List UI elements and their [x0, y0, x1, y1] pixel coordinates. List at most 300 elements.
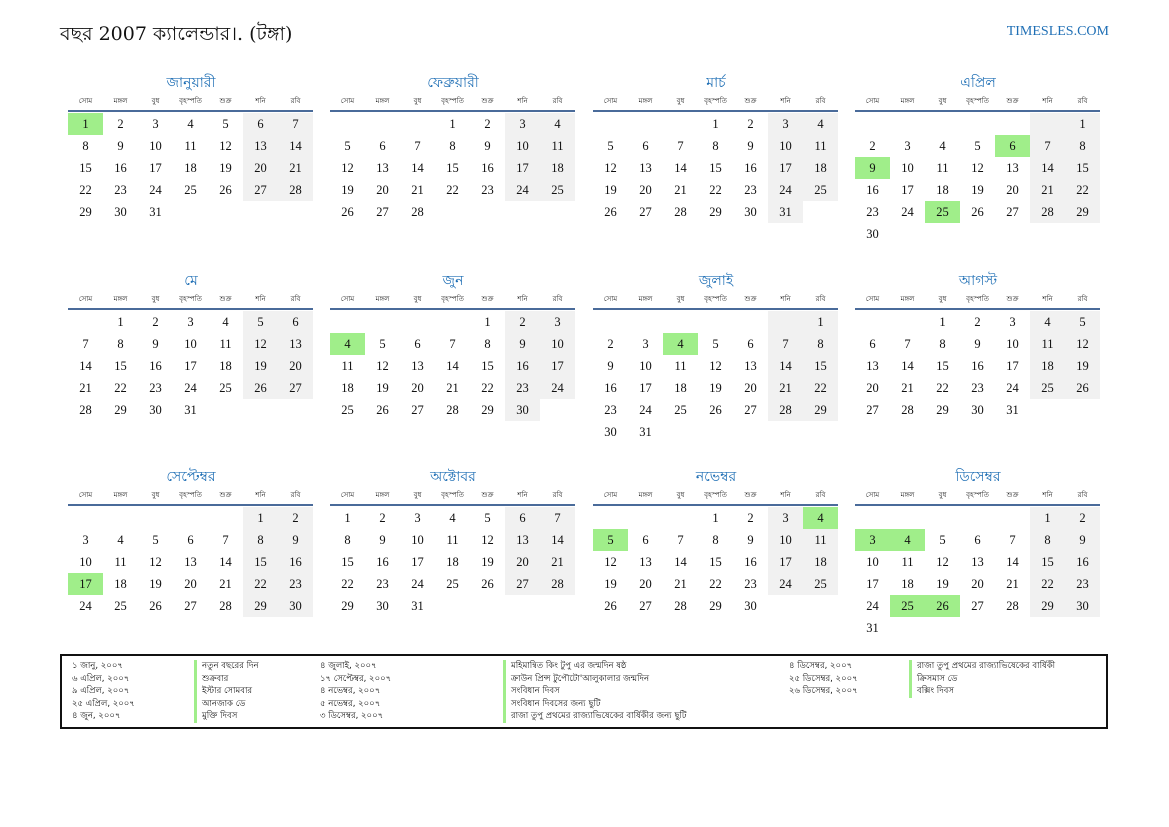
day-cell[interactable]: 12 [341, 161, 354, 175]
day-cell[interactable]: 12 [481, 533, 494, 547]
day-cell[interactable]: 19 [481, 555, 494, 569]
day-cell[interactable]: 16 [481, 161, 494, 175]
day-cell[interactable]: 27 [866, 403, 879, 417]
day-cell[interactable]: 31 [1006, 403, 1019, 417]
day-cell[interactable]: 1 [449, 117, 456, 131]
day-cell[interactable]: 19 [1065, 355, 1100, 377]
holiday-day-cell[interactable]: 4 [890, 529, 925, 551]
day-cell[interactable]: 30 [971, 403, 984, 417]
day-cell[interactable]: 22 [446, 183, 459, 197]
day-cell[interactable]: 27 [639, 599, 652, 613]
day-cell[interactable]: 27 [971, 599, 984, 613]
day-cell[interactable]: 20 [184, 577, 197, 591]
day-cell[interactable]: 24 [639, 403, 652, 417]
day-cell[interactable]: 1 [712, 117, 719, 131]
day-cell[interactable]: 19 [376, 381, 389, 395]
holiday-day-cell[interactable]: 5 [593, 529, 628, 551]
day-cell[interactable]: 18 [901, 577, 914, 591]
day-cell[interactable]: 29 [114, 403, 127, 417]
day-cell[interactable]: 7 [82, 337, 89, 351]
day-cell[interactable]: 18 [114, 577, 127, 591]
day-cell[interactable]: 21 [446, 381, 459, 395]
day-cell[interactable]: 7 [677, 533, 684, 547]
day-cell[interactable]: 30 [114, 205, 127, 219]
day-cell[interactable]: 8 [449, 139, 456, 153]
day-cell[interactable]: 31 [866, 621, 879, 635]
day-cell[interactable]: 5 [1065, 311, 1100, 333]
day-cell[interactable]: 11 [1030, 333, 1065, 355]
day-cell[interactable]: 8 [484, 337, 491, 351]
day-cell[interactable]: 3 [540, 311, 575, 333]
day-cell[interactable]: 15 [709, 555, 722, 569]
day-cell[interactable]: 28 [540, 573, 575, 595]
day-cell[interactable]: 13 [376, 161, 389, 175]
day-cell[interactable]: 9 [278, 529, 313, 551]
day-cell[interactable]: 20 [278, 355, 313, 377]
day-cell[interactable]: 26 [376, 403, 389, 417]
day-cell[interactable]: 15 [936, 359, 949, 373]
day-cell[interactable]: 5 [974, 139, 981, 153]
day-cell[interactable]: 30 [1065, 595, 1100, 617]
day-cell[interactable]: 21 [540, 551, 575, 573]
day-cell[interactable]: 19 [604, 577, 617, 591]
day-cell[interactable]: 25 [803, 179, 838, 201]
day-cell[interactable]: 14 [768, 355, 803, 377]
day-cell[interactable]: 18 [936, 183, 949, 197]
day-cell[interactable]: 24 [866, 599, 879, 613]
day-cell[interactable]: 13 [639, 555, 652, 569]
day-cell[interactable]: 2 [607, 337, 614, 351]
day-cell[interactable]: 8 [803, 333, 838, 355]
day-cell[interactable]: 23 [114, 183, 127, 197]
day-cell[interactable]: 5 [344, 139, 351, 153]
day-cell[interactable]: 22 [709, 183, 722, 197]
day-cell[interactable]: 2 [869, 139, 876, 153]
day-cell[interactable]: 26 [971, 205, 984, 219]
day-cell[interactable]: 21 [1006, 577, 1019, 591]
day-cell[interactable]: 8 [712, 139, 719, 153]
day-cell[interactable]: 5 [939, 533, 946, 547]
day-cell[interactable]: 14 [540, 529, 575, 551]
day-cell[interactable]: 4 [187, 117, 194, 131]
day-cell[interactable]: 24 [768, 573, 803, 595]
day-cell[interactable]: 21 [674, 183, 687, 197]
day-cell[interactable]: 6 [505, 507, 540, 529]
day-cell[interactable]: 23 [971, 381, 984, 395]
day-cell[interactable]: 13 [243, 135, 278, 157]
day-cell[interactable]: 24 [1006, 381, 1019, 395]
day-cell[interactable]: 28 [674, 599, 687, 613]
day-cell[interactable]: 30 [149, 403, 162, 417]
day-cell[interactable]: 16 [149, 359, 162, 373]
day-cell[interactable]: 16 [505, 355, 540, 377]
day-cell[interactable]: 5 [712, 337, 719, 351]
day-cell[interactable]: 31 [411, 599, 424, 613]
day-cell[interactable]: 13 [866, 359, 879, 373]
day-cell[interactable]: 28 [1006, 599, 1019, 613]
day-cell[interactable]: 22 [79, 183, 92, 197]
holiday-day-cell[interactable]: 4 [803, 507, 838, 529]
day-cell[interactable]: 26 [1065, 377, 1100, 399]
day-cell[interactable]: 26 [341, 205, 354, 219]
day-cell[interactable]: 21 [674, 577, 687, 591]
day-cell[interactable]: 2 [278, 507, 313, 529]
day-cell[interactable]: 14 [1006, 555, 1019, 569]
day-cell[interactable]: 23 [1065, 573, 1100, 595]
day-cell[interactable]: 18 [219, 359, 232, 373]
day-cell[interactable]: 10 [149, 139, 162, 153]
day-cell[interactable]: 3 [768, 113, 803, 135]
day-cell[interactable]: 7 [540, 507, 575, 529]
day-cell[interactable]: 10 [639, 359, 652, 373]
day-cell[interactable]: 26 [604, 205, 617, 219]
day-cell[interactable]: 9 [379, 533, 386, 547]
day-cell[interactable]: 15 [1065, 157, 1100, 179]
day-cell[interactable]: 10 [768, 135, 803, 157]
day-cell[interactable]: 18 [184, 161, 197, 175]
day-cell[interactable]: 23 [866, 205, 879, 219]
day-cell[interactable]: 30 [604, 425, 617, 439]
day-cell[interactable]: 23 [744, 183, 757, 197]
day-cell[interactable]: 9 [1065, 529, 1100, 551]
day-cell[interactable]: 28 [278, 179, 313, 201]
day-cell[interactable]: 9 [505, 333, 540, 355]
day-cell[interactable]: 3 [414, 511, 421, 525]
day-cell[interactable]: 17 [901, 183, 914, 197]
day-cell[interactable]: 10 [768, 529, 803, 551]
day-cell[interactable]: 11 [901, 555, 914, 569]
day-cell[interactable]: 11 [936, 161, 949, 175]
day-cell[interactable]: 15 [709, 161, 722, 175]
day-cell[interactable]: 23 [376, 577, 389, 591]
day-cell[interactable]: 24 [184, 381, 197, 395]
day-cell[interactable]: 13 [505, 529, 540, 551]
day-cell[interactable]: 14 [219, 555, 232, 569]
day-cell[interactable]: 7 [222, 533, 229, 547]
day-cell[interactable]: 22 [1030, 573, 1065, 595]
day-cell[interactable]: 12 [1065, 333, 1100, 355]
day-cell[interactable]: 27 [243, 179, 278, 201]
holiday-day-cell[interactable]: 17 [68, 573, 103, 595]
day-cell[interactable]: 29 [481, 403, 494, 417]
day-cell[interactable]: 28 [768, 399, 803, 421]
day-cell[interactable]: 9 [974, 337, 981, 351]
day-cell[interactable]: 12 [936, 555, 949, 569]
day-cell[interactable]: 11 [184, 139, 197, 153]
day-cell[interactable]: 13 [278, 333, 313, 355]
day-cell[interactable]: 14 [278, 135, 313, 157]
day-cell[interactable]: 28 [1030, 201, 1065, 223]
day-cell[interactable]: 27 [639, 205, 652, 219]
day-cell[interactable]: 3 [152, 117, 159, 131]
day-cell[interactable]: 8 [1065, 135, 1100, 157]
day-cell[interactable]: 23 [744, 577, 757, 591]
day-cell[interactable]: 22 [341, 577, 354, 591]
day-cell[interactable]: 21 [1030, 179, 1065, 201]
day-cell[interactable]: 6 [869, 337, 876, 351]
day-cell[interactable]: 28 [219, 599, 232, 613]
day-cell[interactable]: 17 [505, 157, 540, 179]
day-cell[interactable]: 19 [936, 577, 949, 591]
day-cell[interactable]: 18 [446, 555, 459, 569]
day-cell[interactable]: 31 [768, 201, 803, 223]
day-cell[interactable]: 30 [866, 227, 879, 241]
day-cell[interactable]: 11 [114, 555, 127, 569]
day-cell[interactable]: 16 [866, 183, 879, 197]
day-cell[interactable]: 1 [939, 315, 946, 329]
day-cell[interactable]: 20 [411, 381, 424, 395]
day-cell[interactable]: 29 [709, 599, 722, 613]
day-cell[interactable]: 30 [278, 595, 313, 617]
day-cell[interactable]: 31 [639, 425, 652, 439]
day-cell[interactable]: 19 [604, 183, 617, 197]
day-cell[interactable]: 16 [376, 555, 389, 569]
day-cell[interactable]: 2 [484, 117, 491, 131]
day-cell[interactable]: 2 [379, 511, 386, 525]
day-cell[interactable]: 6 [414, 337, 421, 351]
day-cell[interactable]: 10 [1006, 337, 1019, 351]
day-cell[interactable]: 18 [803, 551, 838, 573]
day-cell[interactable]: 19 [243, 355, 278, 377]
day-cell[interactable]: 7 [677, 139, 684, 153]
day-cell[interactable]: 8 [1030, 529, 1065, 551]
day-cell[interactable]: 30 [505, 399, 540, 421]
day-cell[interactable]: 22 [1065, 179, 1100, 201]
day-cell[interactable]: 26 [709, 403, 722, 417]
holiday-day-cell[interactable]: 4 [663, 333, 698, 355]
day-cell[interactable]: 21 [768, 377, 803, 399]
day-cell[interactable]: 26 [481, 577, 494, 591]
day-cell[interactable]: 6 [974, 533, 981, 547]
day-cell[interactable]: 13 [1006, 161, 1019, 175]
day-cell[interactable]: 20 [639, 577, 652, 591]
day-cell[interactable]: 20 [639, 183, 652, 197]
day-cell[interactable]: 3 [768, 507, 803, 529]
day-cell[interactable]: 1 [243, 507, 278, 529]
day-cell[interactable]: 15 [446, 161, 459, 175]
day-cell[interactable]: 4 [117, 533, 124, 547]
day-cell[interactable]: 18 [674, 381, 687, 395]
holiday-day-cell[interactable]: 9 [855, 157, 890, 179]
day-cell[interactable]: 30 [376, 599, 389, 613]
day-cell[interactable]: 13 [184, 555, 197, 569]
day-cell[interactable]: 13 [639, 161, 652, 175]
day-cell[interactable]: 4 [222, 315, 229, 329]
day-cell[interactable]: 14 [1030, 157, 1065, 179]
day-cell[interactable]: 12 [604, 555, 617, 569]
day-cell[interactable]: 2 [974, 315, 981, 329]
day-cell[interactable]: 11 [803, 529, 838, 551]
day-cell[interactable]: 19 [149, 577, 162, 591]
day-cell[interactable]: 12 [376, 359, 389, 373]
day-cell[interactable]: 19 [971, 183, 984, 197]
day-cell[interactable]: 4 [449, 511, 456, 525]
day-cell[interactable]: 5 [484, 511, 491, 525]
day-cell[interactable]: 18 [341, 381, 354, 395]
day-cell[interactable]: 10 [540, 333, 575, 355]
day-cell[interactable]: 28 [674, 205, 687, 219]
day-cell[interactable]: 20 [744, 381, 757, 395]
day-cell[interactable]: 9 [117, 139, 124, 153]
day-cell[interactable]: 28 [901, 403, 914, 417]
day-cell[interactable]: 14 [446, 359, 459, 373]
day-cell[interactable]: 27 [1006, 205, 1019, 219]
day-cell[interactable]: 7 [1030, 135, 1065, 157]
day-cell[interactable]: 20 [1006, 183, 1019, 197]
day-cell[interactable]: 9 [607, 359, 614, 373]
day-cell[interactable]: 12 [149, 555, 162, 569]
day-cell[interactable]: 11 [446, 533, 459, 547]
day-cell[interactable]: 16 [971, 359, 984, 373]
day-cell[interactable]: 6 [278, 311, 313, 333]
day-cell[interactable]: 7 [904, 337, 911, 351]
day-cell[interactable]: 29 [803, 399, 838, 421]
day-cell[interactable]: 11 [803, 135, 838, 157]
day-cell[interactable]: 11 [540, 135, 575, 157]
day-cell[interactable]: 29 [1030, 595, 1065, 617]
day-cell[interactable]: 29 [1065, 201, 1100, 223]
day-cell[interactable]: 22 [936, 381, 949, 395]
day-cell[interactable]: 21 [278, 157, 313, 179]
day-cell[interactable]: 25 [674, 403, 687, 417]
day-cell[interactable]: 24 [768, 179, 803, 201]
day-cell[interactable]: 21 [411, 183, 424, 197]
day-cell[interactable]: 2 [747, 511, 754, 525]
day-cell[interactable]: 23 [604, 403, 617, 417]
day-cell[interactable]: 27 [376, 205, 389, 219]
day-cell[interactable]: 26 [219, 183, 232, 197]
day-cell[interactable]: 10 [901, 161, 914, 175]
day-cell[interactable]: 17 [768, 157, 803, 179]
day-cell[interactable]: 17 [411, 555, 424, 569]
day-cell[interactable]: 22 [803, 377, 838, 399]
holiday-day-cell[interactable]: 6 [995, 135, 1030, 157]
day-cell[interactable]: 31 [149, 205, 162, 219]
site-name[interactable]: TIMESLES.COM [1006, 24, 1109, 39]
day-cell[interactable]: 11 [219, 337, 232, 351]
day-cell[interactable]: 4 [1030, 311, 1065, 333]
day-cell[interactable]: 20 [866, 381, 879, 395]
day-cell[interactable]: 22 [709, 577, 722, 591]
day-cell[interactable]: 27 [505, 573, 540, 595]
day-cell[interactable]: 3 [904, 139, 911, 153]
day-cell[interactable]: 8 [712, 533, 719, 547]
day-cell[interactable]: 24 [149, 183, 162, 197]
day-cell[interactable]: 17 [639, 381, 652, 395]
day-cell[interactable]: 15 [79, 161, 92, 175]
day-cell[interactable]: 5 [379, 337, 386, 351]
day-cell[interactable]: 8 [117, 337, 124, 351]
day-cell[interactable]: 17 [184, 359, 197, 373]
day-cell[interactable]: 9 [747, 533, 754, 547]
day-cell[interactable]: 27 [744, 403, 757, 417]
day-cell[interactable]: 25 [184, 183, 197, 197]
day-cell[interactable]: 2 [152, 315, 159, 329]
day-cell[interactable]: 5 [607, 139, 614, 153]
day-cell[interactable]: 7 [768, 333, 803, 355]
day-cell[interactable]: 10 [184, 337, 197, 351]
day-cell[interactable]: 10 [411, 533, 424, 547]
day-cell[interactable]: 6 [243, 113, 278, 135]
day-cell[interactable]: 24 [540, 377, 575, 399]
day-cell[interactable]: 15 [1030, 551, 1065, 573]
day-cell[interactable]: 25 [114, 599, 127, 613]
day-cell[interactable]: 9 [747, 139, 754, 153]
day-cell[interactable]: 24 [901, 205, 914, 219]
day-cell[interactable]: 8 [82, 139, 89, 153]
day-cell[interactable]: 21 [79, 381, 92, 395]
day-cell[interactable]: 4 [939, 139, 946, 153]
day-cell[interactable]: 1 [803, 311, 838, 333]
day-cell[interactable]: 15 [243, 551, 278, 573]
day-cell[interactable]: 12 [219, 139, 232, 153]
day-cell[interactable]: 1 [484, 315, 491, 329]
holiday-day-cell[interactable]: 25 [925, 201, 960, 223]
day-cell[interactable]: 15 [341, 555, 354, 569]
day-cell[interactable]: 6 [747, 337, 754, 351]
day-cell[interactable]: 15 [114, 359, 127, 373]
day-cell[interactable]: 5 [222, 117, 229, 131]
day-cell[interactable]: 18 [803, 157, 838, 179]
day-cell[interactable]: 20 [243, 157, 278, 179]
day-cell[interactable]: 3 [82, 533, 89, 547]
day-cell[interactable]: 25 [540, 179, 575, 201]
holiday-day-cell[interactable]: 1 [68, 113, 103, 135]
day-cell[interactable]: 17 [540, 355, 575, 377]
day-cell[interactable]: 29 [709, 205, 722, 219]
day-cell[interactable]: 3 [1009, 315, 1016, 329]
day-cell[interactable]: 29 [243, 595, 278, 617]
day-cell[interactable]: 6 [379, 139, 386, 153]
day-cell[interactable]: 26 [149, 599, 162, 613]
day-cell[interactable]: 29 [341, 599, 354, 613]
day-cell[interactable]: 1 [117, 315, 124, 329]
day-cell[interactable]: 4 [540, 113, 575, 135]
day-cell[interactable]: 12 [971, 161, 984, 175]
day-cell[interactable]: 7 [278, 113, 313, 135]
day-cell[interactable]: 1 [344, 511, 351, 525]
day-cell[interactable]: 28 [446, 403, 459, 417]
day-cell[interactable]: 6 [187, 533, 194, 547]
day-cell[interactable]: 13 [744, 359, 757, 373]
day-cell[interactable]: 29 [936, 403, 949, 417]
day-cell[interactable]: 17 [149, 161, 162, 175]
day-cell[interactable]: 9 [484, 139, 491, 153]
day-cell[interactable]: 7 [1009, 533, 1016, 547]
holiday-day-cell[interactable]: 26 [925, 595, 960, 617]
day-cell[interactable]: 30 [744, 205, 757, 219]
holiday-day-cell[interactable]: 3 [855, 529, 890, 551]
day-cell[interactable]: 12 [604, 161, 617, 175]
day-cell[interactable]: 2 [747, 117, 754, 131]
day-cell[interactable]: 8 [939, 337, 946, 351]
day-cell[interactable]: 2 [1065, 507, 1100, 529]
day-cell[interactable]: 10 [505, 135, 540, 157]
day-cell[interactable]: 26 [604, 599, 617, 613]
day-cell[interactable]: 14 [901, 359, 914, 373]
day-cell[interactable]: 19 [219, 161, 232, 175]
day-cell[interactable]: 11 [674, 359, 687, 373]
day-cell[interactable]: 15 [803, 355, 838, 377]
day-cell[interactable]: 23 [149, 381, 162, 395]
day-cell[interactable]: 10 [866, 555, 879, 569]
day-cell[interactable]: 10 [79, 555, 92, 569]
day-cell[interactable]: 14 [674, 161, 687, 175]
day-cell[interactable]: 19 [341, 183, 354, 197]
day-cell[interactable]: 22 [481, 381, 494, 395]
day-cell[interactable]: 14 [79, 359, 92, 373]
day-cell[interactable]: 8 [344, 533, 351, 547]
